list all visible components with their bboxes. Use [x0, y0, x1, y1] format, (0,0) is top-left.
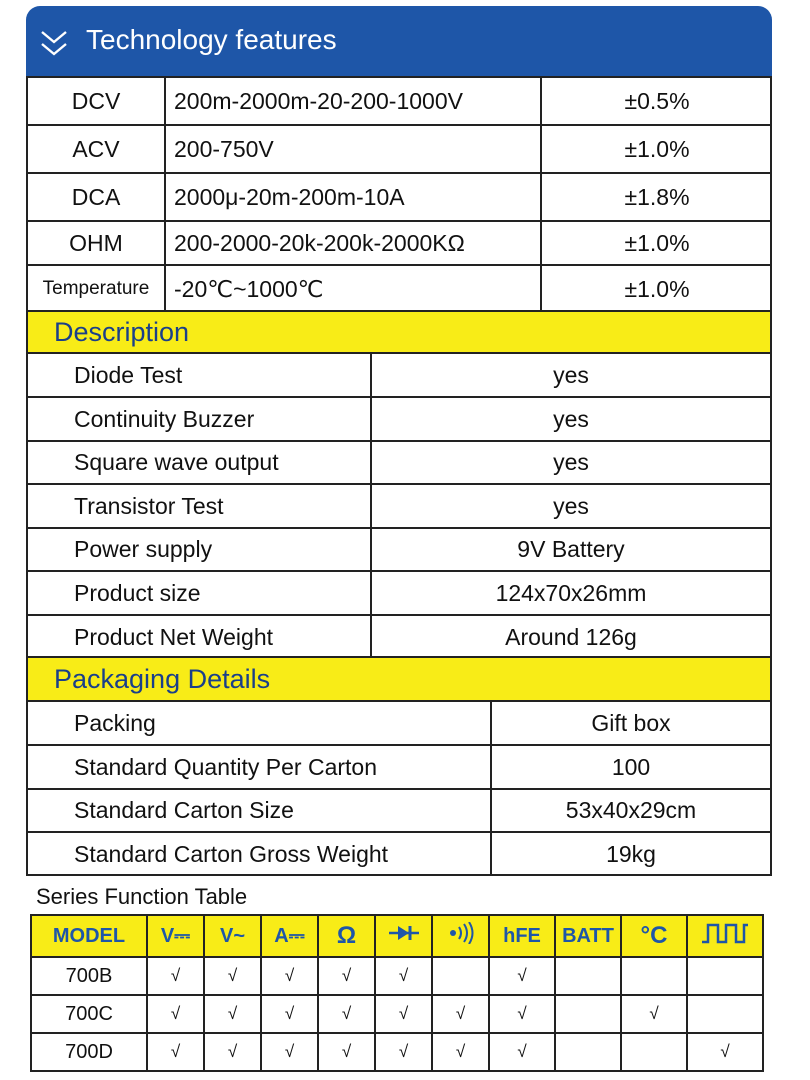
check-mark: √ [432, 995, 489, 1033]
empty-cell [687, 995, 763, 1033]
row-label: Diode Test [74, 361, 183, 388]
row-label: Product Net Weight [74, 623, 274, 650]
empty-cell [621, 957, 687, 995]
series-row-700b [31, 957, 763, 995]
table-row [28, 174, 770, 222]
row-value: 9V Battery [517, 536, 625, 562]
check-mark: √ [432, 1033, 489, 1071]
table-row [28, 126, 770, 174]
check-mark: √ [147, 1033, 204, 1071]
table-row [28, 78, 770, 126]
check-mark: √ [318, 957, 375, 995]
header-model: MODEL [31, 915, 147, 957]
table-row [28, 354, 770, 398]
row-label: Standard Carton Gross Weight [74, 841, 389, 867]
empty-cell [555, 1033, 621, 1071]
empty-cell [555, 995, 621, 1033]
feature-range: 200m-2000m-20-200-1000V [174, 87, 463, 114]
check-mark: √ [318, 995, 375, 1033]
row-label: Transistor Test [74, 492, 224, 519]
table-row [28, 572, 770, 616]
table-row [28, 398, 770, 442]
header-ac-voltage: V~ [204, 915, 261, 957]
table-row [28, 442, 770, 485]
model-name: 700C [31, 995, 147, 1033]
table-row [28, 485, 770, 529]
model-name: 700B [31, 957, 147, 995]
header-dc-current: A⎓ [261, 915, 318, 957]
square-wave-icon [700, 922, 750, 944]
table-row [28, 616, 770, 658]
feature-name: OHM [69, 229, 123, 256]
feature-accuracy: ±0.5% [624, 87, 690, 114]
header-continuity [432, 915, 489, 957]
header-dc-voltage: V⎓ [147, 915, 204, 957]
table-row [28, 790, 770, 833]
header-resistance: Ω [318, 915, 375, 957]
series-header-row [31, 915, 763, 957]
series-title: Series Function Table [36, 884, 248, 909]
table-row [28, 746, 770, 790]
check-mark: √ [318, 1033, 375, 1071]
empty-cell [555, 957, 621, 995]
feature-name: Temperature [42, 278, 150, 299]
feature-accuracy: ±1.0% [624, 275, 690, 302]
check-mark: √ [621, 995, 687, 1033]
row-value: 53x40x29cm [565, 797, 697, 823]
row-label: Product size [74, 579, 201, 606]
check-mark: √ [489, 1033, 555, 1071]
table-row [28, 529, 770, 572]
table-row [28, 702, 770, 746]
double-chevron-down-icon [38, 26, 70, 60]
empty-cell [432, 957, 489, 995]
feature-name: ACV [72, 135, 120, 162]
check-mark: √ [489, 995, 555, 1033]
row-value: yes [553, 361, 589, 388]
row-value: 100 [611, 753, 651, 780]
packaging-band [26, 656, 772, 702]
series-row-700c [31, 995, 763, 1033]
row-value: 19kg [606, 841, 656, 867]
check-mark: √ [375, 957, 432, 995]
check-mark: √ [489, 957, 555, 995]
series-function-table [30, 914, 764, 1072]
band-title: Packaging Details [54, 663, 271, 694]
row-label: Power supply [74, 536, 213, 562]
table-row [28, 266, 770, 312]
feature-name: DCV [71, 87, 121, 114]
feature-range: -20℃~1000℃ [174, 275, 324, 302]
row-label: Standard Carton Size [74, 797, 294, 823]
feature-range: 2000μ-20m-200m-10A [174, 183, 405, 210]
check-mark: √ [147, 995, 204, 1033]
check-mark: √ [204, 957, 261, 995]
row-value: 124x70x26mm [495, 579, 647, 606]
table-row [28, 833, 770, 876]
header-temperature: °C [621, 915, 687, 957]
tech-features-table [26, 76, 772, 314]
empty-cell [621, 1033, 687, 1071]
header-battery: BATT [555, 915, 621, 957]
check-mark: √ [261, 1033, 318, 1071]
continuity-icon [446, 922, 476, 944]
row-value: yes [553, 492, 589, 519]
section-header-technology [26, 6, 772, 76]
diode-icon [389, 924, 419, 942]
check-mark: √ [375, 995, 432, 1033]
row-label: Packing [74, 709, 156, 736]
row-label: Square wave output [74, 449, 279, 475]
check-mark: √ [687, 1033, 763, 1071]
check-mark: √ [147, 957, 204, 995]
check-mark: √ [261, 957, 318, 995]
table-row [28, 222, 770, 266]
description-band [26, 310, 772, 354]
empty-cell [687, 957, 763, 995]
feature-accuracy: ±1.0% [624, 135, 690, 162]
check-mark: √ [375, 1033, 432, 1071]
row-value: Gift box [591, 709, 671, 736]
section-title: Technology features [86, 24, 337, 55]
row-value: Around 126g [505, 623, 637, 650]
row-label: Standard Quantity Per Carton [74, 753, 377, 780]
row-label: Continuity Buzzer [74, 405, 255, 432]
header-hfe: hFE [489, 915, 555, 957]
packaging-table [26, 700, 772, 876]
model-name: 700D [31, 1033, 147, 1071]
row-value: yes [553, 449, 589, 475]
feature-accuracy: ±1.8% [624, 183, 690, 210]
series-row-700d [31, 1033, 763, 1071]
feature-range: 200-2000-20k-200k-2000KΩ [174, 229, 465, 256]
feature-accuracy: ±1.0% [624, 229, 690, 256]
header-diode [375, 915, 432, 957]
check-mark: √ [204, 995, 261, 1033]
row-value: yes [553, 405, 589, 432]
band-title: Description [54, 316, 190, 347]
check-mark: √ [261, 995, 318, 1033]
check-mark: √ [204, 1033, 261, 1071]
feature-range: 200-750V [174, 135, 274, 162]
header-square-wave [687, 915, 763, 957]
description-table [26, 352, 772, 658]
feature-name: DCA [71, 183, 121, 210]
